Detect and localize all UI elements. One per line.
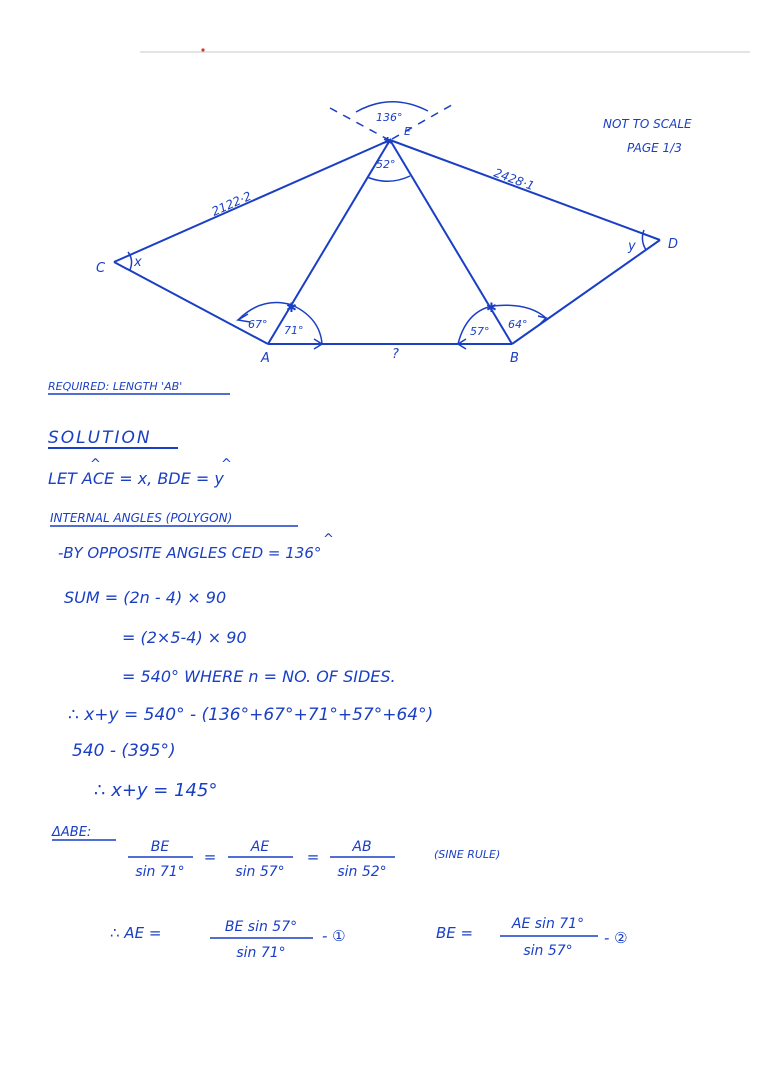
fraction-1-denominator: sin 71° [135,864,185,880]
final-result-line: ∴ x+y = 145° [94,780,218,801]
angle-exterior-e: 136° [376,111,403,124]
page-number: PAGE 1/3 [627,141,682,155]
label-e: E [404,125,411,138]
equation-two [436,916,628,959]
side-ca [114,262,268,344]
angle-c-x: x [134,255,142,270]
star-mark-a: ✱ [286,301,297,316]
equation-one-numerator: BE sin 57° [224,919,298,935]
angle-arc-b-right [492,305,546,318]
equation-two-numerator: AE sin 71° [511,916,585,932]
fraction-3-numerator: AB [352,839,372,855]
sine-rule-equation [128,839,500,880]
fraction-1-numerator: BE [150,839,170,855]
pentagon-diagram [96,102,678,366]
side-db [512,240,660,344]
length-ab-unknown: ? [392,347,399,362]
length-ed: 2428·1 [491,165,537,194]
label-c: C [96,261,106,276]
equals-1: = [203,848,217,866]
equation-one-denominator: sin 71° [236,945,286,961]
equation-one-tag: - ① [322,927,346,945]
opposite-angles-line: -BY OPPOSITE ANGLES CED = 136° [58,544,322,562]
angle-eab: 71° [284,324,304,337]
calc-line: 540 - (395°) [72,741,176,761]
equation-two-denominator: sin 57° [523,943,573,959]
angle-ebd: 64° [508,318,528,331]
required-label: REQUIRED: LENGTH 'AB' [48,380,183,393]
equation-two-lhs: BE = [436,924,474,942]
label-a: A [261,351,270,366]
fraction-2-denominator: sin 57° [235,864,285,880]
hat-d: ^ [221,457,232,472]
fraction-3-denominator: sin 52° [337,864,387,880]
star-mark-b: ✱ [486,301,497,316]
sine-rule-note: (SINE RULE) [434,848,501,861]
red-dot [201,48,204,51]
length-ce: 2122·2 [209,188,254,219]
sum-line: SUM = (2n - 4) × 90 [64,588,227,607]
triangle-abe-label: ΔABE: [52,825,92,840]
hat-c: ^ [90,457,101,472]
equation-two-tag: - ② [604,929,628,947]
let-line: LET ACE = x, BDE = y [48,469,224,488]
arrowhead-b-right [538,316,546,324]
internal-angles-heading: INTERNAL ANGLES (POLYGON) [50,511,233,525]
angle-cae: 67° [248,318,268,331]
xy-equation-line: ∴ x+y = 540° - (136°+67°+71°+57°+64°) [68,705,434,725]
angle-arc-d [642,230,646,250]
angle-d-y: y [628,239,636,254]
angle-abe: 57° [470,325,490,338]
not-to-scale-note: NOT TO SCALE [603,117,692,131]
equation-one-lhs: ∴ AE = [110,924,162,942]
label-b: B [510,351,519,366]
angle-aeb: 52° [376,158,396,171]
star-mark-e: ✱ [383,135,393,148]
substitution-line: = (2×5-4) × 90 [122,628,247,647]
label-d: D [668,237,679,252]
angle-arc-e [367,176,410,181]
solution-heading: SOLUTION [48,428,152,448]
equals-2: = [306,848,320,866]
equation-one [110,919,346,961]
result-line: = 540° WHERE n = NO. OF SIDES. [122,667,396,686]
hat-e: ^ [323,532,334,547]
fraction-2-numerator: AE [250,839,270,855]
